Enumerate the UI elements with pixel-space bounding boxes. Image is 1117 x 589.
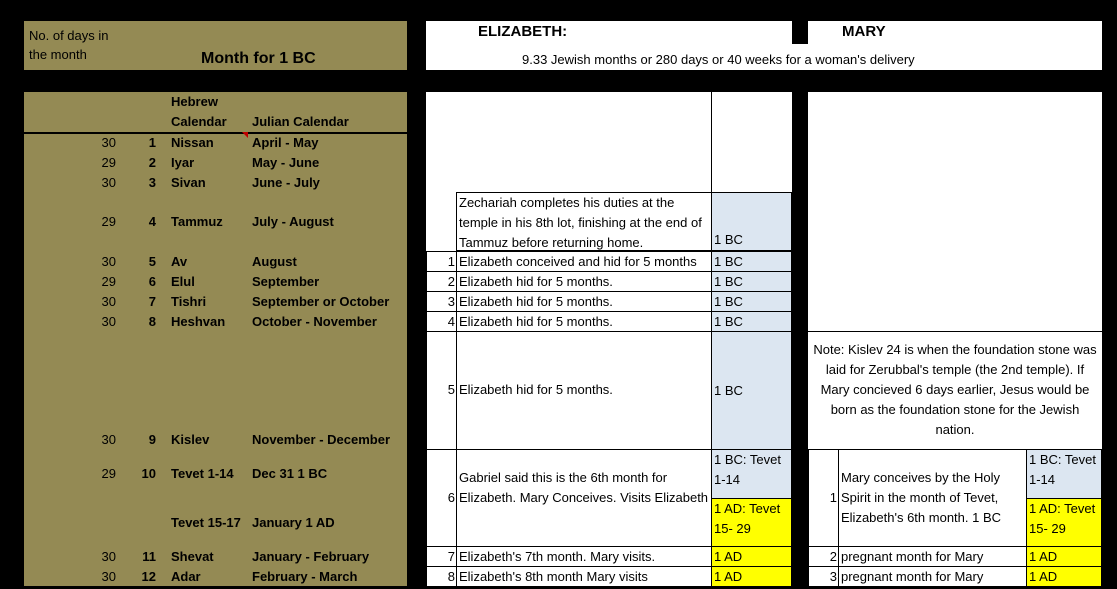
month-number: 5: [148, 254, 156, 269]
hebrew-month: Nissan: [171, 135, 214, 150]
hebrew-month: Tevet 1-14: [171, 466, 234, 481]
days-cell: 29: [101, 214, 116, 229]
mary-row-number: 2: [808, 546, 839, 567]
julian-month: October - November: [252, 314, 377, 329]
elizabeth-row-text: Elizabeth's 7th month. Mary visits.: [456, 546, 712, 567]
elizabeth-row-text: Elizabeth hid for 5 months.: [456, 331, 712, 450]
days-cell: 30: [101, 175, 116, 190]
days-cell: 30: [101, 549, 116, 564]
elizabeth-row-text: Gabriel said this is the 6th month for Elizabeth. Mary Conceives. Visits Elizabeth: [456, 449, 712, 547]
elizabeth-row-year: 1 AD: [711, 566, 792, 587]
comment-marker: [242, 132, 248, 138]
julian-month: January - February: [252, 549, 370, 564]
elizabeth-row-number: 6: [426, 449, 457, 547]
elizabeth-row-number: 5: [426, 331, 457, 450]
mary-row-year: 1 AD: [1026, 566, 1102, 587]
mary-row-year: 1 AD: [1026, 546, 1102, 567]
elizabeth-row-year: 1 BC: [711, 291, 792, 312]
elizabeth-header-divider: [711, 92, 712, 192]
month-number: 11: [142, 549, 156, 564]
header-divider: [24, 132, 407, 134]
hebrew-month: Sivan: [171, 175, 206, 190]
year-label: 1 BC: [714, 232, 743, 247]
hebrew-month: Shevat: [171, 549, 214, 564]
hebrew-month: Elul: [171, 274, 195, 289]
elizabeth-row-number: 1: [426, 251, 457, 272]
julian-month: November - December: [252, 432, 390, 447]
days-cell: 30: [101, 314, 116, 329]
days-cell: 30: [101, 294, 116, 309]
zechariah-cell: Zechariah completes his duties at the temple in his 8th lot, finishing at the end of Tammuz before returning home.: [456, 192, 712, 251]
days-cell: 30: [101, 432, 116, 447]
month-number: 3: [148, 175, 156, 190]
elizabeth-row-number: 2: [426, 271, 457, 292]
days-header-block: [24, 21, 407, 70]
elizabeth-row-text: Elizabeth conceived and hid for 5 months: [456, 251, 712, 272]
hebrew-month: Tevet 15-17: [171, 515, 241, 530]
hebrew-month: Tishri: [171, 294, 207, 309]
days-cell: 30: [101, 135, 116, 150]
days-in-month-label: No. of days in the month: [29, 28, 109, 62]
julian-month: July - August: [252, 214, 334, 229]
month-number: 7: [148, 294, 156, 309]
julian-month: April - May: [252, 135, 319, 150]
elizabeth-row-number: 8: [426, 566, 457, 587]
mary-header-block: [808, 21, 1102, 44]
julian-month: Dec 31 1 BC: [252, 466, 328, 481]
julian-month: February - March: [252, 569, 358, 584]
month-for-1bc-title: Month for 1 BC: [201, 50, 316, 67]
zechariah-year-cell: [711, 192, 792, 251]
mary-row-year-tevet-early: 1 BC: Tevet 1-14: [1026, 449, 1102, 499]
days-cell: 29: [101, 155, 116, 170]
hebrew-month: Iyar: [171, 155, 195, 170]
elizabeth-row-year-tevet-early: 1 BC: Tevet 1-14: [711, 449, 792, 499]
elizabeth-row-year-tevet-late: 1 AD: Tevet 15- 29: [711, 498, 792, 547]
month-number: 9: [148, 432, 156, 447]
elizabeth-row-number: 7: [426, 546, 457, 567]
elizabeth-row-year: 1 AD: [711, 546, 792, 567]
elizabeth-row-number: 4: [426, 311, 457, 332]
hebrew-month: Tammuz: [171, 214, 223, 229]
elizabeth-row-year: 1 BC: [711, 271, 792, 292]
days-cell: 30: [101, 569, 116, 584]
month-number: 2: [148, 155, 156, 170]
delivery-note-block: [426, 44, 1102, 70]
hebrew-month: Adar: [171, 569, 201, 584]
month-number: 1: [148, 135, 156, 150]
elizabeth-title: ELIZABETH:: [478, 23, 568, 40]
hebrew-month: Heshvan: [171, 314, 226, 329]
month-number: 8: [148, 314, 156, 329]
julian-month: September or October: [252, 294, 390, 309]
month-number: 10: [141, 466, 156, 481]
month-number: 4: [148, 214, 156, 229]
elizabeth-row-year: 1 BC: [711, 331, 792, 450]
julian-month: August: [252, 254, 297, 269]
month-number: 12: [141, 569, 156, 584]
julian-calendar-header: Julian Calendar: [252, 114, 349, 129]
julian-month: June - July: [252, 175, 320, 190]
julian-month: January 1 AD: [252, 515, 335, 530]
mary-row-text: pregnant month for Mary: [838, 546, 1027, 567]
hebrew-month: Kislev: [171, 432, 210, 447]
elizabeth-row-text: Elizabeth hid for 5 months.: [456, 291, 712, 312]
mary-row-year-tevet-late: 1 AD: Tevet 15- 29: [1026, 498, 1102, 547]
julian-month: September: [252, 274, 320, 289]
hebrew-month: Av: [171, 254, 188, 269]
elizabeth-row-year: 1 BC: [711, 311, 792, 332]
elizabeth-row-number: 3: [426, 291, 457, 312]
elizabeth-row-year: 1 BC: [711, 251, 792, 272]
days-cell: 29: [101, 466, 116, 481]
mary-note: Note: Kislev 24 is when the foundation stone was laid for Zerubbal's temple (the 2nd temple). If Mary concieved 6 days earlier, Jesus would be born as the foundation stone for the Jewish nation.: [813, 342, 1097, 437]
elizabeth-header-block: [426, 21, 792, 44]
days-cell: 30: [101, 254, 116, 269]
delivery-note: 9.33 Jewish months or 280 days or 40 weeks for a woman's delivery: [522, 52, 915, 67]
mary-note-top-border: [808, 331, 1102, 332]
elizabeth-row-text: Elizabeth's 8th month Mary visits: [456, 566, 712, 587]
mary-row-number: 1: [808, 449, 839, 547]
mary-row-text: pregnant month for Mary: [838, 566, 1027, 587]
mary-title: MARY: [842, 23, 886, 40]
julian-month: May - June: [252, 155, 320, 170]
elizabeth-row-text: Elizabeth hid for 5 months.: [456, 271, 712, 292]
month-table: [24, 92, 407, 586]
mary-row-number: 3: [808, 566, 839, 587]
days-cell: 29: [101, 274, 116, 289]
hebrew-calendar-header: Hebrew Calendar: [171, 94, 227, 129]
month-number: 6: [148, 274, 156, 289]
elizabeth-row-text: Elizabeth hid for 5 months.: [456, 311, 712, 332]
mary-row-text: Mary conceives by the Holy Spirit in the month of Tevet, Elizabeth's 6th month. 1 BC: [838, 449, 1027, 547]
